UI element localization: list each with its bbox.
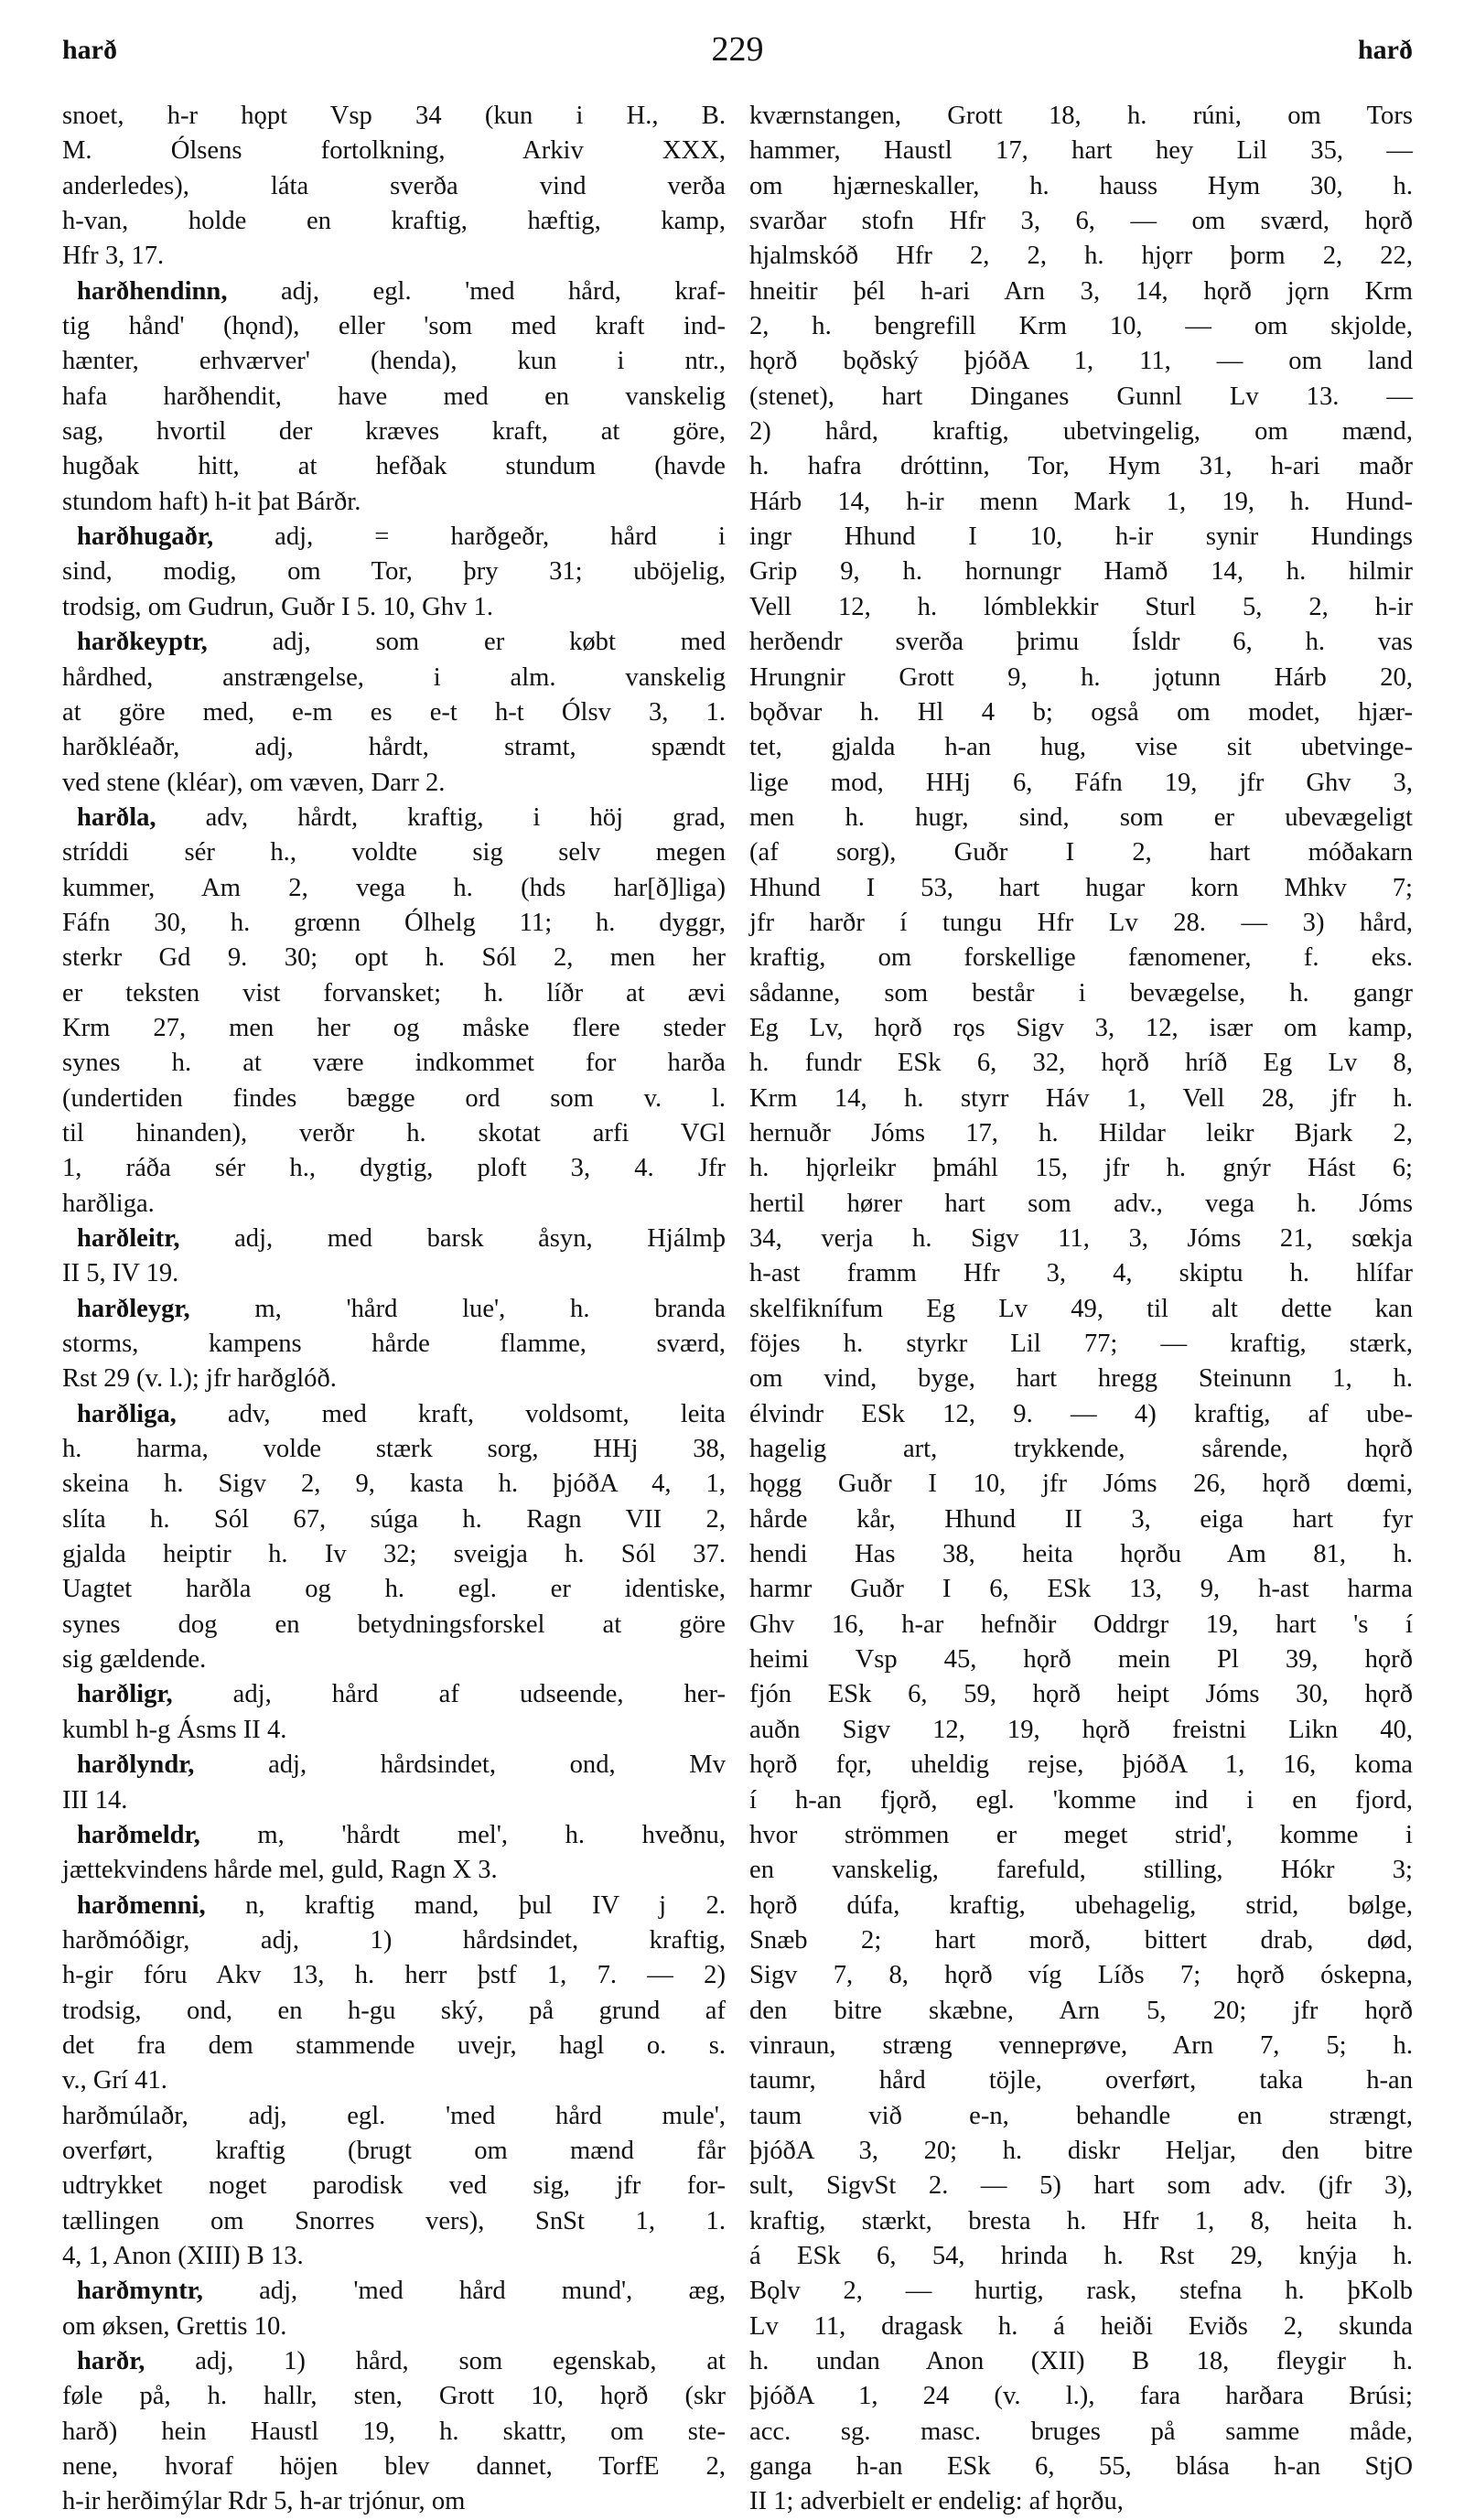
text-line: kværnstangen, Grott 18, h. rúni, om Tors bbox=[749, 102, 1413, 130]
right-column bbox=[749, 99, 1413, 2520]
text-line: Ghv 16, h-ar hefnðir Oddrgr 19, hart 's í bbox=[749, 1610, 1413, 1639]
text-line: í h-an fjǫrð, egl. 'komme ind i en fjord, bbox=[749, 1785, 1413, 1815]
text-line: harðmyntr, adj, 'med hård mund', æg, bbox=[77, 2277, 726, 2306]
text-line: 1, ráða sér h., dygtig, ploft 3, 4. Jfr bbox=[62, 1154, 726, 1183]
text-line: harmr Guðr I 6, ESk 13, 9, h-ast harma bbox=[749, 1575, 1413, 1604]
text-line: udtrykket noget parodisk ved sig, jfr for- bbox=[62, 2171, 726, 2201]
text-line: hǫrð fǫr, uheldig rejse, þjóðA 1, 16, koma bbox=[749, 1750, 1413, 1780]
text-line: 34, verja h. Sigv 11, 3, Jóms 21, sœkja bbox=[749, 1224, 1413, 1253]
text-line: harðhugaðr, adj, = harðgeðr, hård i bbox=[77, 522, 726, 552]
text-line: taumr, hård töjle, overført, taka h-an bbox=[749, 2066, 1413, 2095]
text-line: Sigv 7, 8, hǫrð víg Líðs 7; hǫrð óskepna, bbox=[749, 1961, 1413, 1990]
text-line: þjóðA 1, 24 (v. l.), fara harðara Brúsi; bbox=[749, 2382, 1413, 2411]
text-line: Vell 12, h. lómblekkir Sturl 5, 2, h-ir bbox=[749, 592, 1413, 621]
text-line: stundom haft) h-it þat Bárðr. bbox=[62, 487, 361, 516]
text-line: sterkr Gd 9. 30; opt h. Sól 2, men her bbox=[62, 943, 726, 973]
text-line: synes dog en betydningsforskel at göre bbox=[62, 1610, 726, 1639]
text-line: hernuðr Jóms 17, h. Hildar leikr Bjark 2, bbox=[749, 1118, 1413, 1147]
text-line: kraftig, stærkt, bresta h. Hfr 1, 8, heita h. bbox=[749, 2206, 1413, 2235]
text-line: Hfr 3, 17. bbox=[62, 242, 165, 271]
text-line: ved stene (kléar), om væven, Darr 2. bbox=[62, 768, 446, 797]
text-line: er teksten vist forvansket; h. líðr at ævi bbox=[62, 978, 726, 1007]
text-line: élvindr ESk 12, 9. — 4) kraftig, af ube- bbox=[749, 1399, 1413, 1428]
text-line: harðla, adv, hårdt, kraftig, i höj grad, bbox=[77, 802, 726, 832]
headword: harðr, bbox=[77, 2347, 145, 2375]
text-line: auðn Sigv 12, 19, hǫrð freistni Likn 40, bbox=[749, 1715, 1413, 1744]
text-line: þjóðA 3, 20; h. diskr Heljar, den bitre bbox=[749, 2136, 1413, 2165]
text-line: stríddi sér h., voldte sig selv megen bbox=[62, 838, 726, 867]
text-line: hammer, Haustl 17, hart hey Lil 35, — bbox=[749, 136, 1413, 166]
text-line: III 14. bbox=[62, 1785, 128, 1815]
text-line: en vanskelig, farefuld, stilling, Hókr 3; bbox=[749, 1856, 1413, 1885]
text-line: sag, hvortil der kræves kraft, at göre, bbox=[62, 417, 726, 447]
text-line: M. Ólsens fortolkning, Arkiv XXX, bbox=[62, 136, 726, 166]
text-line: harðmeldr, m, 'hårdt mel', h. hveðnu, bbox=[77, 1820, 726, 1849]
text-line: fjón ESk 6, 59, hǫrð heipt Jóms 30, hǫrð bbox=[749, 1680, 1413, 1709]
text-line: v., Grí 41. bbox=[62, 2066, 167, 2095]
text-line: bǫðvar h. Hl 4 b; også om modet, hjær- bbox=[749, 697, 1413, 727]
text-line: jfr harðr í tungu Hfr Lv 28. — 3) hård, bbox=[749, 908, 1413, 937]
text-line: II 1; adverbielt er endelig: af hǫrðu, bbox=[749, 2487, 1124, 2516]
text-line: harðkléaðr, adj, hårdt, stramt, spændt bbox=[62, 733, 726, 762]
guideword-left: harð bbox=[62, 35, 117, 65]
text-line: h. hjǫrleikr þmáhl 15, jfr h. gnýr Hást 6; bbox=[749, 1154, 1413, 1183]
text-line: synes h. at være indkommet for harða bbox=[62, 1049, 726, 1078]
text-line: trodsig, ond, en h-gu ský, på grund af bbox=[62, 1996, 726, 2025]
text-line: harðligr, adj, hård af udseende, her- bbox=[77, 1680, 726, 1709]
text-line: nene, hvoraf höjen blev dannet, TorfE 2, bbox=[62, 2452, 726, 2482]
text-line: harðliga. bbox=[62, 1189, 155, 1218]
text-line: sig gældende. bbox=[62, 1645, 207, 1675]
text-line: storms, kampens hårde flamme, sværd, bbox=[62, 1330, 726, 1359]
text-line: harðmúlaðr, adj, egl. 'med hård mule', bbox=[62, 2101, 726, 2130]
text-line: gjalda heiptir h. Iv 32; sveigja h. Sól 37. bbox=[62, 1540, 726, 1569]
text-line: h-gir fóru Akv 13, h. herr þstf 1, 7. — 2) bbox=[62, 1961, 726, 1990]
text-line: at göre med, e-m es e-t h-t Ólsv 3, 1. bbox=[62, 697, 726, 727]
text-line: h-van, holde en kraftig, hæftig, kamp, bbox=[62, 207, 726, 236]
text-line: harðr, adj, 1) hård, som egenskab, at bbox=[77, 2347, 726, 2375]
text-line: jættekvindens hårde mel, guld, Ragn X 3. bbox=[62, 1856, 498, 1885]
text-line: acc. sg. masc. bruges på samme måde, bbox=[749, 2417, 1413, 2446]
text-line: Eg Lv, hǫrð rǫs Sigv 3, 12, især om kamp, bbox=[749, 1013, 1413, 1042]
text-line: om vind, byge, hart hregg Steinunn 1, h. bbox=[749, 1364, 1413, 1394]
text-line: kumbl h-g Ásms II 4. bbox=[62, 1715, 287, 1744]
text-line: harðkeyptr, adj, som er købt med bbox=[77, 628, 726, 657]
text-line: men h. hugr, sind, som er ubevægeligt bbox=[749, 802, 1413, 832]
text-line: hǫrð bǫðský þjóðA 1, 11, — om land bbox=[749, 347, 1413, 376]
headword: harðleygr, bbox=[77, 1294, 190, 1323]
text-line: overført, kraftig (brugt om mænd får bbox=[62, 2136, 726, 2165]
text-line: 2, h. bengrefill Krm 10, — om skjolde, bbox=[749, 312, 1413, 341]
text-line: 2) hård, kraftig, ubetvingelig, om mænd, bbox=[749, 417, 1413, 447]
text-line: Uagtet harðla og h. egl. er identiske, bbox=[62, 1575, 726, 1604]
text-line: herðendr sverða þrimu Ísldr 6, h. vas bbox=[749, 628, 1413, 657]
text-line: føle på, h. hallr, sten, Grott 10, hǫrð (skr bbox=[62, 2382, 726, 2411]
text-line: skeina h. Sigv 2, 9, kasta h. þjóðA 4, 1, bbox=[62, 1470, 726, 1499]
text-line: Krm 27, men her og måske flere steder bbox=[62, 1013, 726, 1042]
headword: harðhendinn, bbox=[77, 276, 228, 306]
text-line: trodsig, om Gudrun, Guðr I 5. 10, Ghv 1. bbox=[62, 592, 493, 621]
text-line: hneitir þél h-ari Arn 3, 14, hǫrð jǫrn Krm bbox=[749, 276, 1413, 306]
text-line: kraftig, om forskellige fænomener, f. eks. bbox=[749, 943, 1413, 973]
headword: harðkeyptr, bbox=[77, 628, 208, 657]
text-line: Fáfn 30, h. grœnn Ólhelg 11; h. dyggr, bbox=[62, 908, 726, 937]
text-line: hafa harðhendit, have med en vanskelig bbox=[62, 382, 726, 411]
text-line: ingr Hhund I 10, h-ir synir Hundings bbox=[749, 522, 1413, 552]
text-line: harð) hein Haustl 19, h. skattr, om ste- bbox=[62, 2417, 726, 2446]
text-line: sult, SigvSt 2. — 5) hart som adv. (jfr 3), bbox=[749, 2171, 1413, 2201]
text-line: h. undan Anon (XII) B 18, fleygir h. bbox=[749, 2347, 1413, 2375]
text-line: om hjærneskaller, h. hauss Hym 30, h. bbox=[749, 171, 1413, 200]
headword: harðla, bbox=[77, 802, 156, 832]
text-line: sådanne, som består i bevægelse, h. gangr bbox=[749, 978, 1413, 1007]
left-column bbox=[62, 99, 726, 2520]
text-line: det fra dem stammende uvejr, hagl o. s. bbox=[62, 2030, 726, 2060]
text-line: Hrungnir Grott 9, h. jǫtunn Hárb 20, bbox=[749, 662, 1413, 692]
text-line: ganga h-an ESk 6, 55, blása h-an StjO bbox=[749, 2452, 1413, 2482]
guideword-right: harð bbox=[1358, 35, 1413, 65]
text-line: h. harma, volde stærk sorg, HHj 38, bbox=[62, 1435, 726, 1464]
text-line: föjes h. styrkr Lil 77; — kraftig, stærk, bbox=[749, 1330, 1413, 1359]
text-line: kummer, Am 2, vega h. (hds har[ð]liga) bbox=[62, 873, 726, 902]
text-line: 4, 1, Anon (XIII) B 13. bbox=[62, 2241, 304, 2270]
headword: harðliga, bbox=[77, 1399, 177, 1428]
text-line: til hinanden), verðr h. skotat arfi VGl bbox=[62, 1118, 726, 1147]
text-line: h-ir herðimýlar Rdr 5, h-ar trjónur, om bbox=[62, 2487, 466, 2516]
text-line: harðliga, adv, med kraft, voldsomt, leita bbox=[77, 1399, 726, 1428]
headword: harðligr, bbox=[77, 1680, 173, 1709]
text-line: hǫgg Guðr I 10, jfr Jóms 26, hǫrð dœmi, bbox=[749, 1470, 1413, 1499]
text-line: taum við e-n, behandle en strængt, bbox=[749, 2101, 1413, 2130]
headword: harðhugaðr, bbox=[77, 522, 214, 552]
text-line: h-ast framm Hfr 3, 4, skiptu h. hlífar bbox=[749, 1259, 1413, 1288]
text-line: den bitre skæbne, Arn 5, 20; jfr hǫrð bbox=[749, 1996, 1413, 2025]
text-line: Hárb 14, h-ir menn Mark 1, 19, h. Hund- bbox=[749, 487, 1413, 516]
text-line: Snæb 2; hart morð, bittert drab, død, bbox=[749, 1925, 1413, 1955]
text-line: tællingen om Snorres vers), SnSt 1, 1. bbox=[62, 2206, 726, 2235]
text-line: Grip 9, h. hornungr Hamð 14, h. hilmir bbox=[749, 557, 1413, 587]
page-header bbox=[62, 26, 1413, 71]
text-line: hertil hører hart som adv., vega h. Jóms bbox=[749, 1189, 1413, 1218]
text-line: harðlyndr, adj, hårdsindet, ond, Mv bbox=[77, 1750, 726, 1780]
text-line: hårde kår, Hhund II 3, eiga hart fyr bbox=[749, 1504, 1413, 1534]
text-line: á ESk 6, 54, hrinda h. Rst 29, knýja h. bbox=[749, 2241, 1413, 2270]
text-line: Bǫlv 2, — hurtig, rask, stefna h. þKolb bbox=[749, 2277, 1413, 2306]
text-line: (undertiden findes bægge ord som v. l. bbox=[62, 1083, 726, 1113]
text-line: heimi Vsp 45, hǫrð mein Pl 39, hǫrð bbox=[749, 1645, 1413, 1675]
text-line: lige mod, HHj 6, Fáfn 19, jfr Ghv 3, bbox=[749, 768, 1413, 797]
text-line: tig hånd' (hǫnd), eller 'som med kraft ind- bbox=[62, 312, 726, 341]
text-line: Rst 29 (v. l.); jfr harðglóð. bbox=[62, 1364, 337, 1394]
text-line: anderledes), láta sverða vind verða bbox=[62, 171, 726, 200]
text-line: snoet, h-r hǫpt Vsp 34 (kun i H., B. bbox=[62, 102, 726, 130]
text-line: hårdhed, anstrængelse, i alm. vanskelig bbox=[62, 662, 726, 692]
text-line: h. hafra dróttinn, Tor, Hym 31, h-ari maðr bbox=[749, 452, 1413, 481]
text-line: svarðar stofn Hfr 3, 6, — om sværd, hǫrð bbox=[749, 207, 1413, 236]
text-line: skelfiknífum Eg Lv 49, til alt dette kan bbox=[749, 1294, 1413, 1323]
text-line: hugðak hitt, at hefðak stundum (havde bbox=[62, 452, 726, 481]
text-line: Lv 11, dragask h. á heiði Eviðs 2, skunda bbox=[749, 2311, 1413, 2341]
text-line: sind, modig, om Tor, þry 31; uböjelig, bbox=[62, 557, 726, 587]
text-line: hjalmskóð Hfr 2, 2, h. hjǫrr þorm 2, 22, bbox=[749, 242, 1413, 271]
text-line: (af sorg), Guðr I 2, hart móðakarn bbox=[749, 838, 1413, 867]
text-line: harðleygr, m, 'hård lue', h. branda bbox=[77, 1294, 726, 1323]
text-line: hendi Has 38, heita hǫrðu Am 81, h. bbox=[749, 1540, 1413, 1569]
headword: harðmyntr, bbox=[77, 2277, 203, 2306]
text-line: hagelig art, trykkende, sårende, hǫrð bbox=[749, 1435, 1413, 1464]
text-line: hvor strömmen er meget strid', komme i bbox=[749, 1820, 1413, 1849]
text-line: om øksen, Grettis 10. bbox=[62, 2311, 287, 2341]
text-line: hǫrð dúfa, kraftig, ubehagelig, strid, bølge, bbox=[749, 1890, 1413, 1920]
text-line: II 5, IV 19. bbox=[62, 1259, 179, 1288]
headword: harðlyndr, bbox=[77, 1750, 195, 1780]
text-line: harðhendinn, adj, egl. 'med hård, kraf- bbox=[77, 276, 726, 306]
text-line: Krm 14, h. styrr Háv 1, Vell 28, jfr h. bbox=[749, 1083, 1413, 1113]
text-line: hænter, erhværver' (henda), kun i ntr., bbox=[62, 347, 726, 376]
text-line: harðmenni, n, kraftig mand, þul IV j 2. bbox=[77, 1890, 726, 1920]
text-line: harðmóðigr, adj, 1) hårdsindet, kraftig, bbox=[62, 1925, 726, 1955]
text-line: harðleitr, adj, med barsk åsyn, Hjálmþ bbox=[77, 1224, 726, 1253]
headword: harðleitr, bbox=[77, 1224, 180, 1253]
text-line: vinraun, stræng venneprøve, Arn 7, 5; h. bbox=[749, 2030, 1413, 2060]
text-line: (stenet), hart Dinganes Gunnl Lv 13. — bbox=[749, 382, 1413, 411]
text-line: tet, gjalda h-an hug, vise sit ubetvinge- bbox=[749, 733, 1413, 762]
page-number: 229 bbox=[711, 30, 764, 69]
headword: harðmenni, bbox=[77, 1890, 206, 1920]
text-line: slíta h. Sól 67, súga h. Ragn VII 2, bbox=[62, 1504, 726, 1534]
text-line: h. fundr ESk 6, 32, hǫrð hríð Eg Lv 8, bbox=[749, 1049, 1413, 1078]
headword: harðmeldr, bbox=[77, 1820, 200, 1849]
text-line: Hhund I 53, hart hugar korn Mhkv 7; bbox=[749, 873, 1413, 902]
